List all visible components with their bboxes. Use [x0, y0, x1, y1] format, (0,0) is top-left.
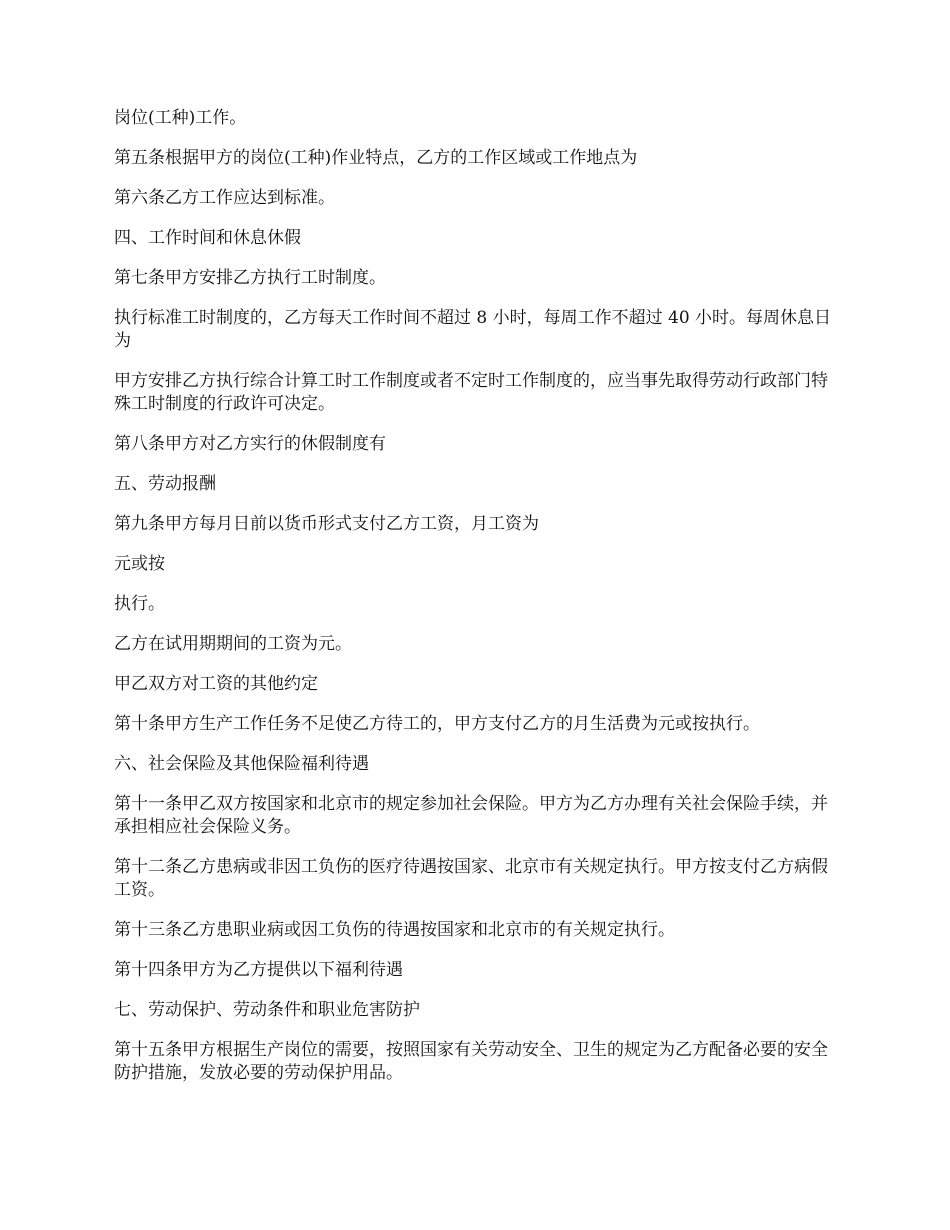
section-heading: 四、工作时间和休息休假: [114, 228, 301, 248]
paragraph: 执行标准工时制度的，乙方每天工作时间不超过 8 小时，每周工作不超过 40 小时。每周休息日为: [114, 308, 832, 351]
paragraph: 第十四条甲方为乙方提供以下福利待遇: [114, 960, 403, 980]
paragraph: 第九条甲方每月日前以货币形式支付乙方工资，月工资为: [114, 514, 539, 534]
paragraph: 第十条甲方生产工作任务不足使乙方待工的，甲方支付乙方的月生活费为元或按执行。: [114, 714, 760, 734]
paragraph: 元或按: [114, 554, 165, 574]
paragraph: 甲乙双方对工资的其他约定: [114, 674, 318, 694]
paragraph: 乙方在试用期期间的工资为元。: [114, 634, 352, 654]
paragraph: 第七条甲方安排乙方执行工时制度。: [114, 268, 386, 288]
document-body: [114, 107, 844, 1102]
section-heading: 七、劳动保护、劳动条件和职业危害防护: [114, 1000, 420, 1020]
paragraph: 甲方安排乙方执行综合计算工时工作制度或者不定时工作制度的，应当事先取得劳动行政部门特殊工时制度的行政许可决定。: [114, 371, 828, 414]
paragraph: 第十一条甲乙双方按国家和北京市的规定参加社会保险。甲方为乙方办理有关社会保险手续，并承担相应社会保险义务。: [114, 794, 828, 837]
paragraph: 第八条甲方对乙方实行的休假制度有: [114, 434, 386, 454]
section-heading: 六、社会保险及其他保险福利待遇: [114, 754, 369, 774]
paragraph: 岗位(工种)工作。: [114, 108, 247, 128]
paragraph: 第十三条乙方患职业病或因工负伤的待遇按国家和北京市的有关规定执行。: [114, 920, 675, 940]
paragraph: 第十五条甲方根据生产岗位的需要，按照国家有关劳动安全、卫生的规定为乙方配备必要的安全防护措施，发放必要的劳动保护用品。: [114, 1040, 828, 1083]
paragraph: 执行。: [114, 594, 165, 614]
paragraph: 第五条根据甲方的岗位(工种)作业特点，乙方的工作区域或工作地点为: [114, 148, 638, 168]
section-heading: 五、劳动报酬: [114, 474, 216, 494]
paragraph: 第十二条乙方患病或非因工负伤的医疗待遇按国家、北京市有关规定执行。甲方按支付乙方病假工资。: [114, 857, 828, 900]
paragraph: 第六条乙方工作应达到标准。: [114, 188, 335, 208]
